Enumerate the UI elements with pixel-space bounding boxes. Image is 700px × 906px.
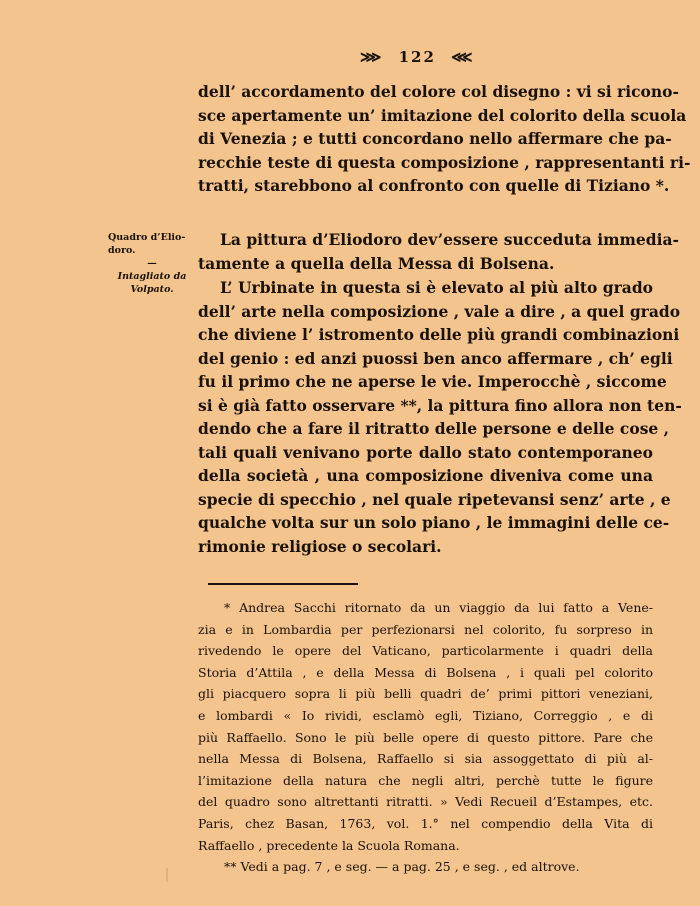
footnote-line: del quadro sono altrettanti ritratti. » Vedi Recueil d’Estampes, etc.	[198, 794, 653, 810]
text-line: di Venezia ; e tutti concordano nello affermare che pa-	[198, 129, 672, 148]
footnote-line: l’imitazione della natura che negli altri, perchè tutte le figure	[198, 772, 653, 788]
footnote-line: più Raffaello. Sono le più belle opere di questo pittore. Pare che	[198, 729, 653, 745]
page-header	[360, 48, 480, 66]
paragraph-urbinate	[198, 276, 682, 558]
text-line: qualche volta sur un solo piano , le immagini delle ce-	[198, 513, 670, 532]
footnote-line: * Andrea Sacchi ritornato da un viaggio da lui fatto a Vene-	[224, 600, 653, 615]
margin-note-title-cont: doro.	[108, 245, 136, 256]
text-line: fu il primo che ne aperse le vie. Imperocchè , siccome	[198, 372, 667, 391]
footnote-line: Raffaello , precedente la Scuola Romana.	[198, 837, 460, 853]
text-line: si è già fatto osservare **, la pittura fino allora non ten-	[198, 395, 682, 415]
margin-dash: —	[147, 258, 157, 269]
page-edge-mark	[166, 868, 168, 882]
footnote-line: rivedendo le opere del Vaticano, particolarmente i quadri della	[198, 643, 653, 659]
footnotes	[198, 597, 653, 878]
margin-note-engraver-name: Volpato.	[130, 284, 174, 295]
text-line: specie di specchio , nel quale ripetevansi senz’ arte , e	[198, 489, 671, 509]
footnote-rule	[208, 583, 358, 585]
margin-note-engraver: Intagliato da	[117, 271, 187, 282]
text-line: tratti, starebbono al confronto con quelle di Tiziano *.	[198, 176, 670, 195]
footnote-line: e lombardi « Io rividi, esclamò egli, Tiziano, Correggio , e di	[198, 707, 653, 723]
footnote-second: ** Vedi a pag. 7 , e seg. — a pag. 25 , e seg. , ed altrove.	[224, 859, 580, 875]
text-line: dell’ accordamento del colore col disegno : vi si ricono-	[198, 82, 679, 101]
footnote-line: gli piacquero sopra li più belli quadri de’ primi pittori veneziani,	[198, 686, 653, 702]
text-line: sce apertamente un’ imitazione del colorito della scuola	[198, 105, 687, 125]
page-number: 122	[398, 48, 436, 66]
margin-note	[108, 231, 196, 296]
text-line: della società , una composizione diveniva come una	[198, 466, 653, 485]
footnote-line: zia e in Lombardia per perfezionarsi nel colorito, fu sorpreso in	[198, 621, 653, 637]
text-line: dendo che a fare il ritratto delle persone e delle cose ,	[198, 419, 670, 438]
right-ornament: ⋘	[451, 48, 475, 66]
text-line: La pittura d’Eliodoro dev’essere succeduta immedia-	[220, 230, 679, 249]
paragraph-eliodoro	[198, 228, 679, 275]
footnote-line: Paris, chez Basan, 1763, vol. 1.° nel compendio della Vita di	[198, 815, 653, 831]
text-line: recchie teste di questa composizione , rappresentanti ri-	[198, 152, 691, 172]
footnote-line: nella Messa di Bolsena, Raffaello si sia assoggettato di più al-	[198, 751, 653, 767]
margin-note-title: Quadro d’Elio-	[108, 232, 186, 243]
text-line: tamente a quella della Messa di Bolsena.	[198, 253, 555, 273]
paragraph-continued	[198, 80, 691, 198]
left-ornament: ⋙	[360, 48, 384, 66]
text-line: che diviene l’ istromento delle più grandi combinazioni	[198, 325, 680, 344]
text-line: del genio : ed anzi puossi ben anco affermare , ch’ egli	[198, 348, 673, 368]
text-line: dell’ arte nella composizione , vale a dire , a quel grado	[198, 301, 681, 321]
text-line: tali quali venivano porte dallo stato contemporaneo	[198, 442, 653, 462]
footnote-line: Storia d’Attila , e della Messa di Bolsena , i quali pel colorito	[198, 664, 653, 680]
text-line: rimonie religiose o secolari.	[198, 536, 442, 556]
text-line: L’ Urbinate in questa si è elevato al più alto grado	[220, 278, 653, 297]
